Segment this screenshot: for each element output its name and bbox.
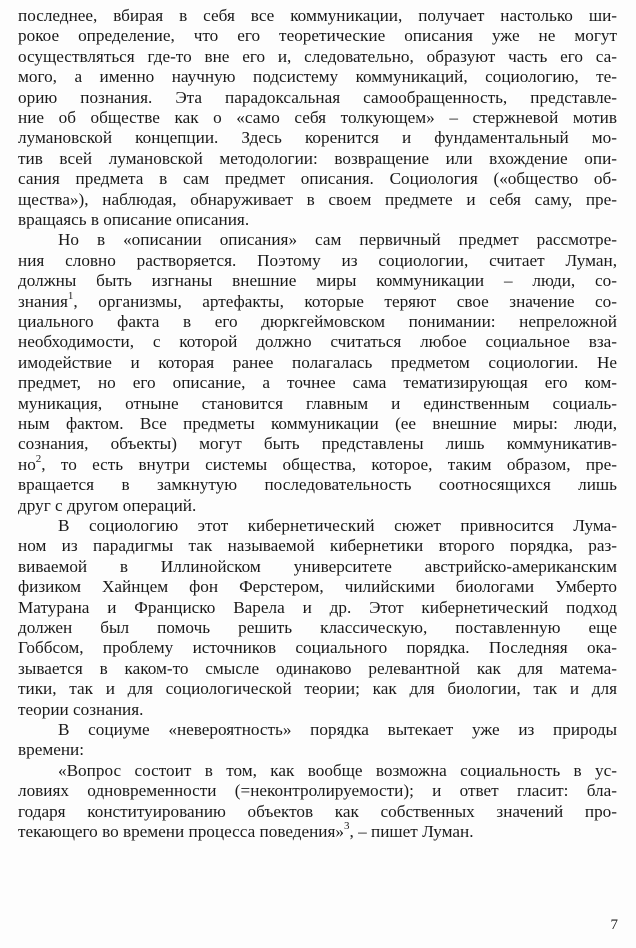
text-line: последнее, вбирая в себя все коммуникации, получает настолько ши- [18, 6, 617, 25]
text-line: друг с другом операций. [18, 495, 197, 515]
text-line: рокое определение, что его теоретические описания уже не могут [18, 26, 617, 46]
text-line: ния словно растворяется. Поэтому из социологии, считает Луман, [18, 250, 617, 270]
text-line: теории сознания. [18, 699, 144, 719]
footnote-mark: 3 [344, 820, 350, 833]
text-line: ние об обществе как о «само себя толкующем» – стержневой мотив [18, 108, 617, 127]
text-line: щества»), наблюдая, обнаруживает в своем предмете и себя саму, пре- [18, 189, 617, 209]
text-line: необходимости, с которой должно считаться любое социальное вза- [18, 332, 617, 352]
text-line: должны быть изгнаны внешние миры коммуникации – люди, со- [18, 271, 617, 291]
text-line: циального факта в его дюркгеймовском понимании: непреложной [18, 312, 617, 331]
text-line: Гоббсом, проблему источников социального порядка. Последняя ока- [18, 638, 617, 658]
text-line [18, 455, 617, 475]
text-line: зывается в каком-то смысле одинаково релевантной как для матема- [18, 658, 617, 678]
text-fragment: , то есть внутри системы общества, которое, таким образом, пре- [41, 454, 617, 474]
text-line: вращаясь в описание описания. [18, 210, 250, 229]
text-line: должен был помочь решить классическую, поставленную еще [18, 618, 617, 637]
text-line: тив всей лумановской методологии: возвращение или вхождение опи- [18, 148, 617, 168]
text-line: физиком Хайнцем фон Ферстером, чилийскими биологами Умберто [18, 577, 617, 597]
text-line: Матурана и Франциско Варела и др. Этот кибернетический подход [18, 597, 617, 617]
text-line: мого, а именно научную подсистему коммуникаций, социологию, те- [18, 67, 617, 87]
footnote-mark: 2 [35, 453, 42, 466]
text-line: осуществляться где-то вне его и, следовательно, образуют часть его са- [18, 46, 617, 66]
quote-line: годаря конституированию объектов как собственных значений про- [18, 801, 617, 821]
text-line: имодействие и которая ранее полагалась предметом социологии. Не [18, 352, 617, 372]
page-number: 7 [610, 917, 618, 933]
quote-line [18, 822, 617, 842]
text-line: сания предмета в сам предмет описания. Социология («общество об- [18, 169, 617, 189]
text-line: ном из парадигмы так называемой кибернетики второго порядка, раз- [18, 536, 617, 556]
text-line: лумановской концепции. Здесь коренится и фундаментальный мо- [18, 128, 617, 148]
text-line [18, 289, 617, 312]
text-fragment: , организмы, артефакты, которые теряют свое значение со- [73, 291, 617, 311]
footnote-mark: 1 [67, 289, 74, 302]
text-line: времени: [18, 740, 85, 760]
quote-line: ловиях одновременности (=неконтролируемости); и ответ гласит: бла- [18, 781, 617, 801]
text-line: ным фактом. Все предметы коммуникации (ее внешние миры: люди, [18, 414, 617, 433]
text-line: В социуме «невероятность» порядка вытекает уже из природы [58, 720, 617, 739]
text-fragment: но [18, 454, 36, 474]
text-line: Но в «описании описания» сам первичный предмет рассмотре- [58, 230, 617, 250]
text-fragment: текающего во времени процесса поведения» [18, 822, 345, 841]
text-line: муникация, отныне становится главным и единственным социаль- [18, 393, 617, 413]
text-line: вращается в замкнутую последовательность соотносящихся лишь [18, 475, 617, 495]
text-line: В социологию этот кибернетический сюжет привносится Лума- [58, 516, 617, 535]
text-line: орию познания. Эта парадоксальная самообращенность, представле- [18, 87, 617, 107]
text-line: виваемой в Иллинойском университете австрийско-американским [18, 556, 617, 576]
text-line: предмет, но его описание, а точнее сама тематизирующая его ком- [18, 373, 617, 393]
text-line: сознания, объекты) могут быть представлены лишь коммуникатив- [18, 434, 617, 454]
quote-line: «Вопрос состоит в том, как вообще возможна социальность в ус- [58, 760, 617, 780]
text-fragment: знания [18, 291, 68, 311]
text-fragment: , – пишет Луман. [349, 822, 474, 841]
text-line: тики, так и для социологической теории; как для биологии, так и для [18, 679, 617, 699]
